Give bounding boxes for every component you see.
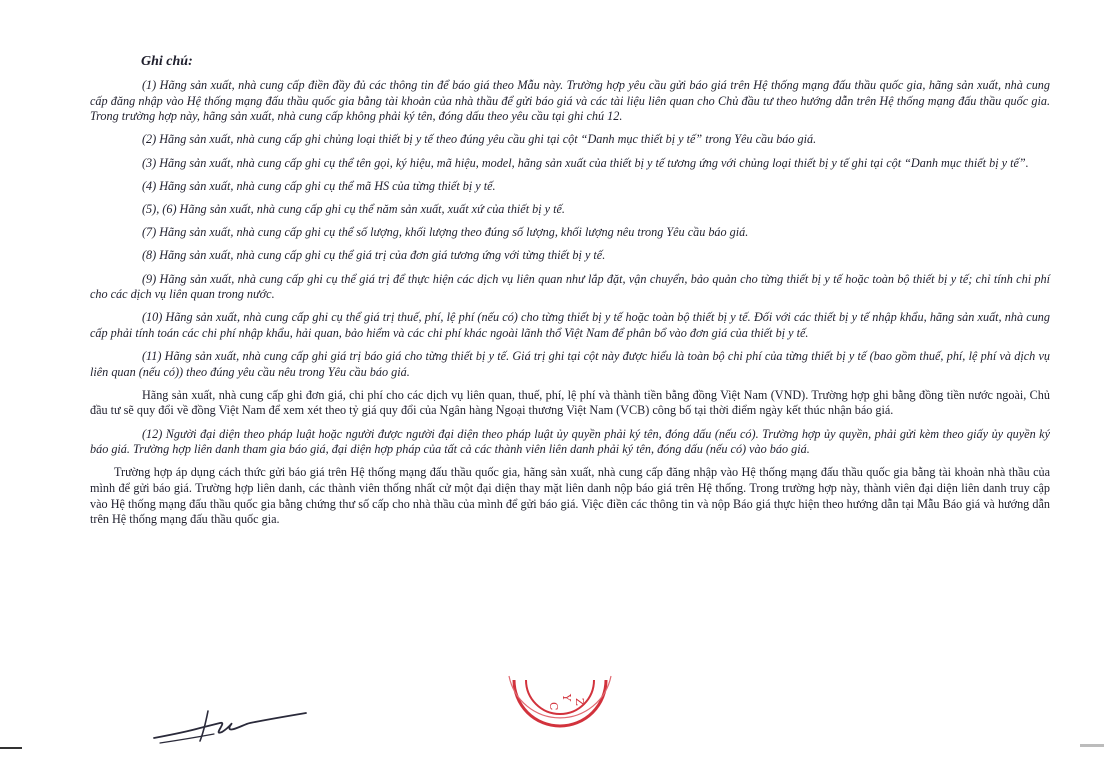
svg-text:Z: Z xyxy=(573,698,586,706)
svg-text:C: C xyxy=(547,702,560,711)
notes-heading: Ghi chú: xyxy=(141,54,193,69)
note-12: (12) Người đại diện theo pháp luật hoặc người được người đại diện theo pháp luật ủy quyền phải ký tên, đóng dấu (nếu có). Trường hợp ủy quyền, phải gửi kèm theo giấy ủy quyền ký báo giá. Trường hợp liên danh tham gia báo giá, đại diện hợp pháp của tất cả các thành viên liên danh phải ký tên, đóng dấu (nếu có) vào báo giá. xyxy=(90,426,1050,457)
note-2: (2) Hãng sản xuất, nhà cung cấp ghi chủng loại thiết bị y tế theo đúng yêu cầu ghi tại cột “Danh mục thiết bị y tế” trong Yêu cầu báo giá. xyxy=(142,132,817,147)
red-seal-stamp-icon xyxy=(506,672,614,730)
scan-edge-mark xyxy=(1080,744,1104,747)
note-10: (10) Hãng sản xuất, nhà cung cấp ghi cụ thể giá trị thuế, phí, lệ phí (nếu có) cho từng thiết bị y tế hoặc toàn bộ thiết bị y tế. Đối với các thiết bị y tế nhập khẩu, hãng sản xuất, nhà cung cấp phải tính toán các chi phí nhập khẩu, hải quan, bảo hiểm và các chi phí khác ngoài lãnh thổ Việt Nam để phân bổ vào đơn giá của thiết bị y tế. xyxy=(90,310,1050,340)
note-9: (9) Hãng sản xuất, nhà cung cấp ghi cụ thể giá trị để thực hiện các dịch vụ liên quan như lắp đặt, vận chuyển, bảo quản cho từng thiết bị y tế hoặc toàn bộ thiết bị y tế; chỉ tính chi phí cho các dịch vụ liên quan trong nước. xyxy=(90,271,1050,302)
note-currency: Hãng sản xuất, nhà cung cấp ghi đơn giá, chi phí cho các dịch vụ liên quan, thuế, phí, lệ phí và thành tiền bằng đồng Việt Nam (VND). Trường hợp ghi bằng đồng tiền nước ngoài, Chủ đầu tư sẽ quy đổi về đồng Việt Nam để xem xét theo tỷ giá quy đổi của Ngân hàng Ngoại thương Việt Nam (VCB) công bố tại thời điểm ngày kết thúc nhận báo giá. xyxy=(90,387,1050,418)
scan-edge-mark xyxy=(0,747,22,749)
note-4: (4) Hãng sản xuất, nhà cung cấp ghi cụ thể mã HS của từng thiết bị y tế. xyxy=(142,178,496,193)
note-3: (3) Hãng sản xuất, nhà cung cấp ghi cụ thể tên gọi, ký hiệu, mã hiệu, model, hãng sản xuất của thiết bị y tế tương ứng với chủng loại thiết bị y tế ghi tại cột “Danh mục thiết bị y tế”. xyxy=(142,155,1029,170)
note-8: (8) Hãng sản xuất, nhà cung cấp ghi cụ thể giá trị của đơn giá tương ứng với từng thiết bị y tế. xyxy=(142,248,606,263)
notes-body xyxy=(90,78,1050,535)
handwritten-signature-icon xyxy=(150,705,310,747)
note-1: (1) Hãng sản xuất, nhà cung cấp điền đầy đủ các thông tin để báo giá theo Mẫu này. Trường hợp yêu cầu gửi báo giá trên Hệ thống mạng đấu thầu quốc gia, hãng sản xuất, nhà cung cấp đăng nhập vào Hệ thống mạng đấu thầu quốc gia bằng tài khoản của nhà thầu để gửi báo giá và các tài liệu liên quan cho Chủ đầu tư theo hướng dẫn trên Hệ thống mạng đấu thầu quốc gia. Trong trường hợp này, hãng sản xuất, nhà cung cấp không phải ký tên, đóng dấu theo yêu cầu tại ghi chú 12. xyxy=(90,78,1050,124)
svg-text:Y: Y xyxy=(560,694,573,702)
note-11: (11) Hãng sản xuất, nhà cung cấp ghi giá trị báo giá cho từng thiết bị y tế. Giá trị ghi tại cột này được hiểu là toàn bộ chi phí của từng thiết bị y tế (bao gồm thuế, phí, lệ phí và dịch vụ liên quan (nếu có)) theo đúng yêu cầu nêu trong Yêu cầu báo giá. xyxy=(90,349,1050,379)
note-online-submission: Trường hợp áp dụng cách thức gửi báo giá trên Hệ thống mạng đấu thầu quốc gia, hãng sản xuất, nhà cung cấp đăng nhập vào Hệ thống mạng đấu thầu quốc gia bằng tài khoản nhà thầu của mình để gửi báo giá. Trường hợp liên danh, các thành viên thống nhất cử một đại diện thay mặt liên danh nộp báo giá trên Hệ thống. Trong trường hợp này, thành viên đại diện liên danh truy cập vào Hệ thống mạng đấu thầu quốc gia bằng chứng thư số cấp cho nhà thầu của mình để gửi báo giá. Việc điền các thông tin và nộp Báo giá thực hiện theo hướng dẫn tại Mẫu Báo giá và hướng dẫn trên Hệ thống mạng đấu thầu quốc gia. xyxy=(90,465,1050,527)
note-7: (7) Hãng sản xuất, nhà cung cấp ghi cụ thể số lượng, khối lượng theo đúng số lượng, khối lượng nêu trong Yêu cầu báo giá. xyxy=(142,225,749,240)
note-5-6: (5), (6) Hãng sản xuất, nhà cung cấp ghi cụ thể năm sản xuất, xuất xứ của thiết bị y tế. xyxy=(142,201,565,216)
